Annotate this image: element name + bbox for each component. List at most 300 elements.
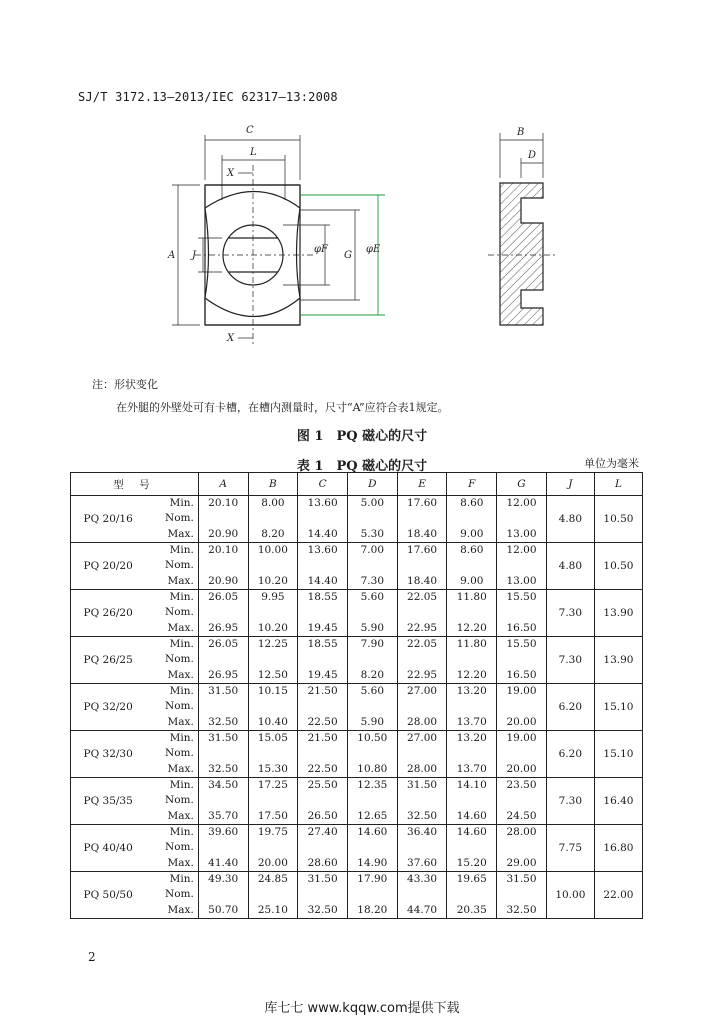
nom-value [497,840,546,855]
value-j-cell: 4.80 [546,543,594,590]
min-value: 14.60 [357,826,388,838]
min-value: 10.50 [357,732,388,744]
table-row [71,637,643,684]
nom-value [398,652,447,667]
label-a: A [168,250,176,261]
value-cell [397,496,447,543]
nom-value [249,746,298,761]
min-value: 17.90 [357,873,388,885]
value-cell [347,778,397,825]
nom-value [249,840,298,855]
level-label: Max. [167,715,194,728]
max-value: 29.00 [506,856,537,869]
max-value: 19.45 [307,621,338,634]
max-value: 9.00 [460,574,484,587]
max-value: 50.70 [208,903,239,916]
max-value: 20.90 [208,527,239,540]
value-j-cell: 4.80 [546,496,594,543]
table-row [71,543,643,590]
label-x-bottom: X [227,333,235,344]
min-value: 21.50 [307,732,338,744]
level-label: Max. [167,621,194,634]
min-value: 13.20 [456,685,487,697]
min-value: 18.55 [307,591,338,603]
min-value: 31.50 [208,685,239,697]
min-value: 31.50 [407,779,438,791]
value-cell [248,637,298,684]
model-cell: PQ 40/40 [71,825,146,872]
value-l-cell: 16.40 [594,778,642,825]
max-value: 28.60 [307,856,338,869]
value-cell [397,778,447,825]
value-cell [447,637,497,684]
max-value: 10.20 [257,621,288,634]
model-cell: PQ 35/35 [71,778,146,825]
value-cell [447,684,497,731]
nom-value [398,605,447,620]
table-row [71,590,643,637]
nom-value [497,746,546,761]
nom-value [249,652,298,667]
label-j: J [192,250,197,261]
value-cell [397,872,447,919]
header-a: A [198,473,248,496]
nom-value [497,793,546,808]
level-cell [145,825,198,872]
min-value: 17.25 [257,779,288,791]
max-value: 13.00 [506,527,537,540]
nom-value [398,887,447,902]
value-cell [347,731,397,778]
level-cell [145,543,198,590]
label-g: G [344,250,352,261]
label-f: φF [314,244,328,255]
nom-value [348,558,397,573]
value-cell [248,496,298,543]
nom-value [199,746,248,761]
level-label: Max. [167,668,194,681]
header-j: J [546,473,594,496]
max-value: 28.00 [407,715,438,728]
nom-value [199,793,248,808]
nom-value [298,511,347,526]
max-value: 7.30 [360,574,385,587]
max-value: 32.50 [407,809,438,822]
min-value: 27.00 [407,685,438,697]
nom-value [298,840,347,855]
nom-value [447,840,496,855]
header-model: 型 号 [71,473,199,496]
pq-core-drawing [0,0,724,370]
value-cell [497,543,547,590]
table-row [71,872,643,919]
value-cell [198,590,248,637]
min-value: 17.60 [407,497,438,509]
value-j-cell: 7.75 [546,825,594,872]
max-value: 14.40 [307,527,338,540]
max-value: 18.40 [407,527,438,540]
value-cell [198,496,248,543]
value-cell [497,731,547,778]
nom-value [447,558,496,573]
min-value: 5.60 [360,591,385,603]
value-cell [198,778,248,825]
max-value: 20.35 [456,903,487,916]
level-label: Nom. [165,841,194,854]
value-cell [497,684,547,731]
max-value: 24.50 [506,809,537,822]
header-b: B [248,473,298,496]
level-label: Nom. [165,888,194,901]
level-label: Max. [167,903,194,916]
nom-value [398,699,447,714]
note-title: 注：形状变化 [92,378,158,391]
min-value: 36.40 [407,826,438,838]
value-cell [198,825,248,872]
max-value: 32.50 [506,903,537,916]
nom-value [447,793,496,808]
value-cell [447,543,497,590]
value-cell [447,731,497,778]
header-f: F [447,473,497,496]
nom-value [447,511,496,526]
level-label: Max. [167,856,194,869]
nom-value [398,511,447,526]
min-value: 11.80 [456,638,487,650]
nom-value [497,699,546,714]
max-value: 15.30 [257,762,288,775]
value-l-cell: 16.80 [594,825,642,872]
min-value: 34.50 [208,779,239,791]
model-cell: PQ 20/16 [71,496,146,543]
min-value: 39.60 [208,826,239,838]
value-cell [298,731,348,778]
max-value: 10.40 [257,715,288,728]
level-label: Min. [169,732,194,744]
model-cell: PQ 50/50 [71,872,146,919]
max-value: 12.65 [357,809,388,822]
table-row [71,731,643,778]
model-cell: PQ 32/20 [71,684,146,731]
max-value: 10.20 [257,574,288,587]
value-cell [347,872,397,919]
max-value: 13.70 [456,762,487,775]
level-cell [145,684,198,731]
value-cell [397,684,447,731]
max-value: 22.50 [307,715,338,728]
value-cell [497,637,547,684]
nom-value [199,887,248,902]
value-cell [397,543,447,590]
min-value: 25.50 [307,779,338,791]
value-cell [198,731,248,778]
nom-value [398,746,447,761]
min-value: 43.30 [407,873,438,885]
nom-value [249,558,298,573]
max-value: 20.00 [506,715,537,728]
table-caption: 表 1 PQ 磁心的尺寸 [296,459,428,474]
min-value: 10.00 [257,544,288,556]
label-e: φE [366,244,381,255]
header-d: D [347,473,397,496]
level-label: Max. [167,574,194,587]
level-label: Nom. [165,653,194,666]
value-cell [447,496,497,543]
max-value: 35.70 [208,809,239,822]
header-g: G [497,473,547,496]
figure-caption: 图 1 PQ 磁心的尺寸 [296,429,428,444]
value-cell [447,778,497,825]
value-cell [447,825,497,872]
min-value: 22.05 [407,638,438,650]
min-value: 8.60 [460,544,484,556]
nom-value [348,652,397,667]
nom-value [348,605,397,620]
value-cell [298,590,348,637]
nom-value [497,887,546,902]
min-value: 5.00 [360,497,385,509]
min-value: 21.50 [307,685,338,697]
level-cell [145,778,198,825]
max-value: 5.90 [360,621,385,634]
value-cell [298,637,348,684]
min-value: 15.50 [506,591,537,603]
header-c: C [298,473,348,496]
max-value: 8.20 [261,527,285,540]
max-value: 12.50 [257,668,288,681]
min-value: 24.85 [257,873,288,885]
nom-value [497,652,546,667]
value-l-cell: 13.90 [594,590,642,637]
min-value: 14.10 [456,779,487,791]
min-value: 10.15 [257,685,288,697]
value-cell [248,684,298,731]
max-value: 9.00 [460,527,484,540]
min-value: 20.10 [208,544,239,556]
dimension-table [70,472,643,919]
min-value: 8.60 [460,497,484,509]
min-value: 12.25 [257,638,288,650]
table-row [71,825,643,872]
max-value: 12.20 [456,621,487,634]
min-value: 12.00 [506,497,537,509]
max-value: 19.45 [307,668,338,681]
label-d: D [528,150,537,161]
nom-value [199,652,248,667]
level-cell [145,590,198,637]
nom-value [249,793,298,808]
value-cell [397,590,447,637]
value-cell [298,543,348,590]
value-l-cell: 10.50 [594,543,642,590]
level-label: Nom. [165,559,194,572]
min-value: 23.50 [506,779,537,791]
max-value: 18.20 [357,903,388,916]
nom-value [497,605,546,620]
label-c: C [246,125,254,136]
min-value: 31.50 [208,732,239,744]
value-cell [347,496,397,543]
value-cell [397,637,447,684]
nom-value [298,793,347,808]
min-value: 31.50 [307,873,338,885]
max-value: 15.20 [456,856,487,869]
min-value: 11.80 [456,591,487,603]
max-value: 37.60 [407,856,438,869]
level-label: Nom. [165,700,194,713]
level-label: Min. [169,826,194,838]
level-label: Max. [167,527,194,540]
value-cell [298,684,348,731]
min-value: 5.60 [360,685,385,697]
nom-value [348,746,397,761]
max-value: 22.50 [307,762,338,775]
nom-value [249,511,298,526]
level-cell [145,496,198,543]
header-l: L [594,473,642,496]
value-cell [198,543,248,590]
value-cell [248,778,298,825]
min-value: 7.90 [360,638,385,650]
min-value: 27.00 [407,732,438,744]
min-value: 26.05 [208,638,239,650]
min-value: 19.75 [257,826,288,838]
max-value: 20.90 [208,574,239,587]
max-value: 17.50 [257,809,288,822]
nom-value [348,840,397,855]
level-label: Min. [169,544,194,556]
nom-value [398,840,447,855]
min-value: 28.00 [506,826,537,838]
level-cell [145,872,198,919]
nom-value [298,605,347,620]
note-text: 在外腿的外壁处可有卡槽，在槽内测量时，尺寸“A”应符合表1规定。 [116,401,449,414]
value-cell [248,731,298,778]
max-value: 20.00 [506,762,537,775]
max-value: 8.20 [360,668,385,681]
unit-label: 单位为毫米 [584,457,639,470]
level-label: Max. [167,809,194,822]
value-cell [497,590,547,637]
max-value: 14.60 [456,809,487,822]
min-value: 49.30 [208,873,239,885]
level-label: Min. [169,873,194,885]
max-value: 26.95 [208,668,239,681]
value-cell [248,590,298,637]
value-cell [447,590,497,637]
nom-value [447,746,496,761]
label-x-top: X [227,168,235,179]
value-cell [347,590,397,637]
min-value: 14.60 [456,826,487,838]
value-cell [347,637,397,684]
nom-value [298,887,347,902]
table-row [71,496,643,543]
nom-value [497,511,546,526]
nom-value [249,605,298,620]
value-cell [497,825,547,872]
level-label: Nom. [165,512,194,525]
min-value: 18.55 [307,638,338,650]
nom-value [298,699,347,714]
nom-value [398,558,447,573]
min-value: 9.95 [261,591,285,603]
level-label: Min. [169,638,194,650]
nom-value [298,746,347,761]
min-value: 26.05 [208,591,239,603]
value-j-cell: 6.20 [546,684,594,731]
max-value: 32.50 [307,903,338,916]
nom-value [447,887,496,902]
value-l-cell: 13.90 [594,637,642,684]
min-value: 19.65 [456,873,487,885]
nom-value [199,699,248,714]
max-value: 44.70 [407,903,438,916]
value-cell [497,496,547,543]
value-cell [397,731,447,778]
value-j-cell: 10.00 [546,872,594,919]
min-value: 7.00 [360,544,385,556]
level-label: Nom. [165,606,194,619]
value-cell [248,872,298,919]
value-cell [198,684,248,731]
value-cell [497,872,547,919]
nom-value [298,652,347,667]
footer-watermark: 库七七 www.kqqw.com提供下载 [264,1001,460,1016]
max-value: 13.70 [456,715,487,728]
max-value: 32.50 [208,762,239,775]
max-value: 20.00 [257,856,288,869]
value-j-cell: 6.20 [546,731,594,778]
max-value: 32.50 [208,715,239,728]
max-value: 5.30 [360,527,385,540]
nom-value [249,699,298,714]
model-cell: PQ 20/20 [71,543,146,590]
header-e: E [397,473,447,496]
value-j-cell: 7.30 [546,637,594,684]
page-number: 2 [88,950,96,964]
nom-value [249,887,298,902]
model-cell: PQ 26/25 [71,637,146,684]
label-l: L [250,147,257,158]
nom-value [199,558,248,573]
nom-value [199,605,248,620]
nom-value [497,558,546,573]
max-value: 18.40 [407,574,438,587]
value-cell [198,637,248,684]
value-cell [198,872,248,919]
level-cell [145,731,198,778]
max-value: 16.50 [506,621,537,634]
min-value: 17.60 [407,544,438,556]
nom-value [298,558,347,573]
max-value: 22.95 [407,668,438,681]
value-cell [397,825,447,872]
max-value: 10.80 [357,762,388,775]
value-cell [447,872,497,919]
value-cell [298,496,348,543]
value-cell [497,778,547,825]
max-value: 14.40 [307,574,338,587]
nom-value [348,699,397,714]
value-l-cell: 22.00 [594,872,642,919]
nom-value [348,793,397,808]
max-value: 41.40 [208,856,239,869]
level-label: Min. [169,497,194,509]
value-j-cell: 7.30 [546,590,594,637]
value-cell [298,778,348,825]
min-value: 19.00 [506,732,537,744]
